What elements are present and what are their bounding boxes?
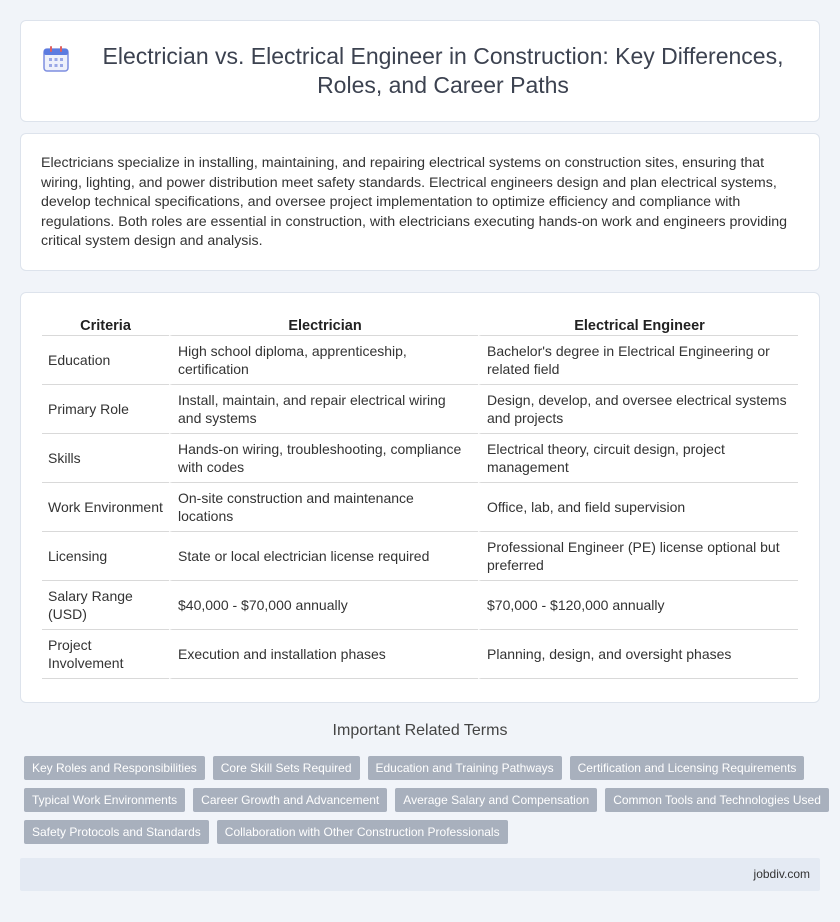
cell-criteria: Work Environment [42,483,169,532]
cell-electrician: Hands-on wiring, troubleshooting, compliance with codes [169,434,478,483]
table-row [42,483,798,532]
comparison-card [20,292,820,703]
cell-criteria: Salary Range (USD) [42,581,169,630]
cell-electrician: State or local electrician license required [169,532,478,581]
title-card [20,20,820,122]
cell-engineer: Bachelor's degree in Electrical Engineering or related field [478,336,798,385]
related-term-tag[interactable]: Collaboration with Other Construction Professionals [217,820,508,844]
tag-row [24,820,824,844]
cell-engineer: Planning, design, and oversight phases [478,630,798,679]
cell-engineer: $70,000 - $120,000 annually [478,581,798,630]
header-electrical-engineer: Electrical Engineer [478,315,798,336]
cell-electrician: High school diploma, apprenticeship, certification [169,336,478,385]
cell-criteria: Licensing [42,532,169,581]
cell-electrician: $40,000 - $70,000 annually [169,581,478,630]
header-electrician: Electrician [169,315,478,336]
comparison-table [42,315,798,679]
table-row [42,434,798,483]
related-term-tag[interactable]: Average Salary and Compensation [395,788,597,812]
cell-electrician: Install, maintain, and repair electrical wiring and systems [169,385,478,434]
related-term-tag[interactable]: Education and Training Pathways [368,756,562,780]
table-row [42,532,798,581]
related-term-tag[interactable]: Certification and Licensing Requirements [570,756,805,780]
cell-criteria: Skills [42,434,169,483]
table-row [42,581,798,630]
related-term-tag[interactable]: Career Growth and Advancement [193,788,387,812]
cell-criteria: Project Involvement [42,630,169,679]
footer-site-link[interactable]: jobdiv.com [753,867,810,881]
cell-engineer: Professional Engineer (PE) license optional but preferred [478,532,798,581]
table-row [42,385,798,434]
tag-row [24,756,824,780]
related-terms-title: Important Related Terms [332,722,508,739]
footer [20,858,820,891]
cell-engineer: Design, develop, and oversee electrical systems and projects [478,385,798,434]
cell-engineer: Electrical theory, circuit design, project management [478,434,798,483]
header-criteria: Criteria [42,315,169,336]
related-term-tag[interactable]: Typical Work Environments [24,788,185,812]
cell-criteria: Education [42,336,169,385]
related-term-tag[interactable]: Key Roles and Responsibilities [24,756,205,780]
table-header-row [42,315,798,336]
related-term-tag[interactable]: Core Skill Sets Required [213,756,360,780]
cell-criteria: Primary Role [42,385,169,434]
tag-row [24,788,824,812]
related-terms-list [24,756,824,852]
intro-paragraph: Electricians specialize in installing, maintaining, and repairing electrical systems on construction sites, ensuring that wiring, lighting, and power distribution meet safety standards. Electrical engineers design and plan electrical systems, develop technical specifications, and oversee project implementation to optimize efficiency and compliance with regulations. Both roles are essential in construction, with electricians executing hands-on work and engineers providing critical system design and analysis. [41,155,788,250]
cell-engineer: Office, lab, and field supervision [478,483,798,532]
intro-card [20,133,820,271]
table-row [42,336,798,385]
table-row [42,630,798,679]
cell-electrician: On-site construction and maintenance locations [169,483,478,532]
page-title: Electrician vs. Electrical Engineer in Construction: Key Differences, Roles, and Career Paths [102,43,784,98]
calendar-icon [41,44,71,74]
related-term-tag[interactable]: Safety Protocols and Standards [24,820,209,844]
cell-electrician: Execution and installation phases [169,630,478,679]
related-term-tag[interactable]: Common Tools and Technologies Used [605,788,829,812]
